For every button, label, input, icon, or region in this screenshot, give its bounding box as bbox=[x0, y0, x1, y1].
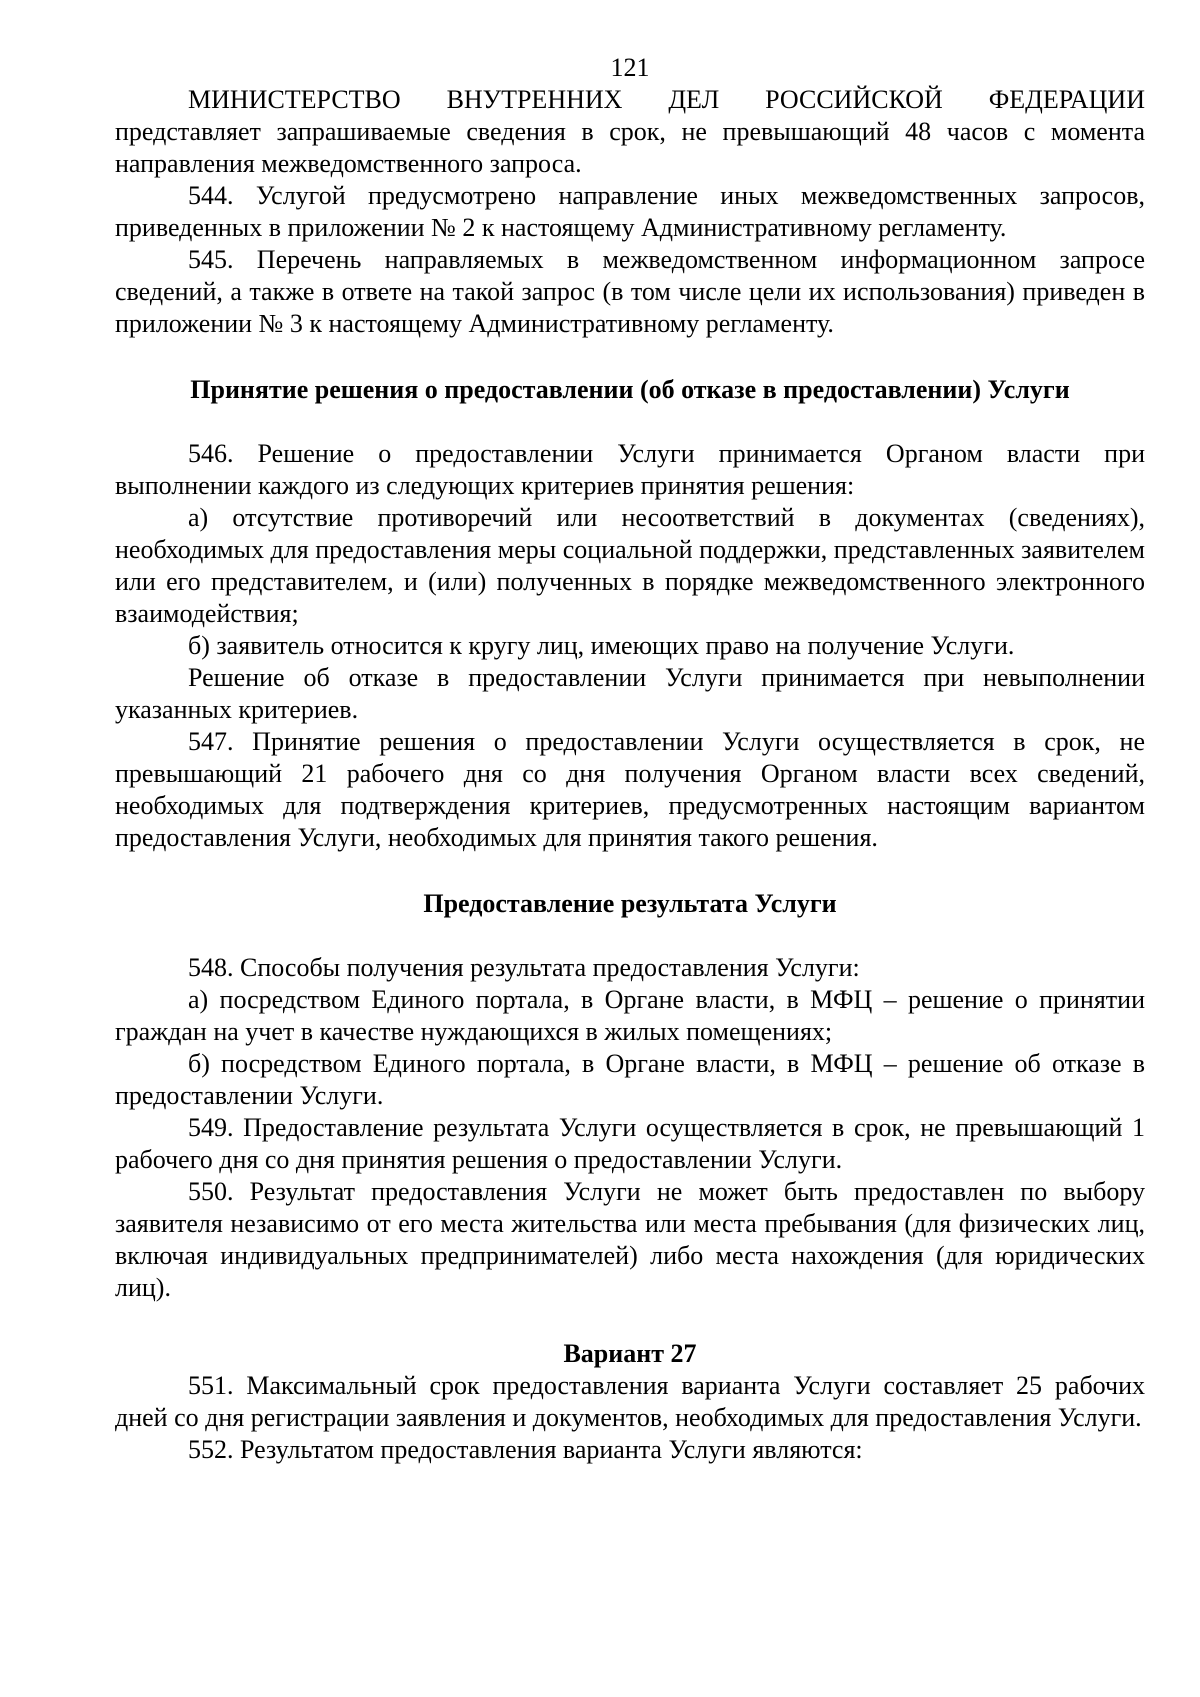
heading-decision: Принятие решения о предоставлении (об отказе в предоставлении) Услуги bbox=[190, 375, 1070, 404]
paragraph-549: 549. Предоставление результата Услуги осуществляется в срок, не превышающий 1 рабочего дня со дня принятия решения о предоставлении Услуги. bbox=[115, 1113, 1145, 1174]
paragraph-546-a: а) отсутствие противоречий или несоответствий в документах (сведениях), необходимых для предоставления меры социальной поддержки, представленных заявителем или его представителем, и (или) полученных в порядке межведомственного электронного взаимодействия; bbox=[115, 503, 1145, 628]
paragraph-continuation: представляет запрашиваемые сведения в срок, не превышающий 48 часов с момента направления межведомственного запроса. bbox=[115, 117, 1145, 178]
spacer bbox=[115, 1304, 1145, 1338]
page-number: 121 bbox=[610, 53, 650, 82]
heading-result: Предоставление результата Услуги bbox=[423, 889, 837, 918]
paragraph-546-refusal: Решение об отказе в предоставлении Услуги принимается при невыполнении указанных критериев. bbox=[115, 663, 1145, 724]
spacer bbox=[115, 854, 1145, 888]
paragraph-544: 544. Услугой предусмотрено направление иных межведомственных запросов, приведенных в приложении № 2 к настоящему Административному регламенту. bbox=[115, 181, 1145, 242]
spacer bbox=[115, 920, 1145, 952]
spacer bbox=[115, 406, 1145, 438]
paragraph-547: 547. Принятие решения о предоставлении Услуги осуществляется в срок, не превышающий 21 рабочего дня со дня получения Органом власти всех сведений, необходимых для подтверждения критериев, предусмотренных настоящим вариантом предоставления Услуги, необходимых для принятия такого решения. bbox=[115, 727, 1145, 852]
paragraph-546: 546. Решение о предоставлении Услуги принимается Органом власти при выполнении каждого из следующих критериев принятия решения: bbox=[115, 439, 1145, 500]
paragraph-552: 552. Результатом предоставления варианта Услуги являются: bbox=[188, 1435, 863, 1464]
paragraph-550: 550. Результат предоставления Услуги не может быть предоставлен по выбору заявителя независимо от его места жительства или места пребывания (для физических лиц, включая индивидуальных предпринимателей) либо места нахождения (для юридических лиц). bbox=[115, 1177, 1145, 1302]
paragraph-545: 545. Перечень направляемых в межведомственном информационном запросе сведений, а также в ответе на такой запрос (в том числе цели их использования) приведен в приложении № 3 к настоящему Административному регламенту. bbox=[115, 245, 1145, 338]
paragraph-548-a: а) посредством Единого портала, в Органе власти, в МФЦ – решение о принятии граждан на учет в качестве нуждающихся в жилых помещениях; bbox=[115, 985, 1145, 1046]
paragraph-551: 551. Максимальный срок предоставления варианта Услуги составляет 25 рабочих дней со дня регистрации заявления и документов, необходимых для предоставления Услуги. bbox=[115, 1371, 1145, 1432]
document-body bbox=[115, 52, 1145, 1466]
spacer bbox=[115, 340, 1145, 374]
heading-variant-27: Вариант 27 bbox=[563, 1339, 697, 1368]
paragraph-546-b: б) заявитель относится к кругу лиц, имеющих право на получение Услуги. bbox=[188, 631, 1015, 660]
paragraph-ministry: МИНИСТЕРСТВО ВНУТРЕННИХ ДЕЛ РОССИЙСКОЙ ФЕДЕРАЦИИ bbox=[188, 85, 1145, 114]
paragraph-548: 548. Способы получения результата предоставления Услуги: bbox=[188, 953, 860, 982]
paragraph-548-b: б) посредством Единого портала, в Органе власти, в МФЦ – решение об отказе в предоставлении Услуги. bbox=[115, 1049, 1145, 1110]
